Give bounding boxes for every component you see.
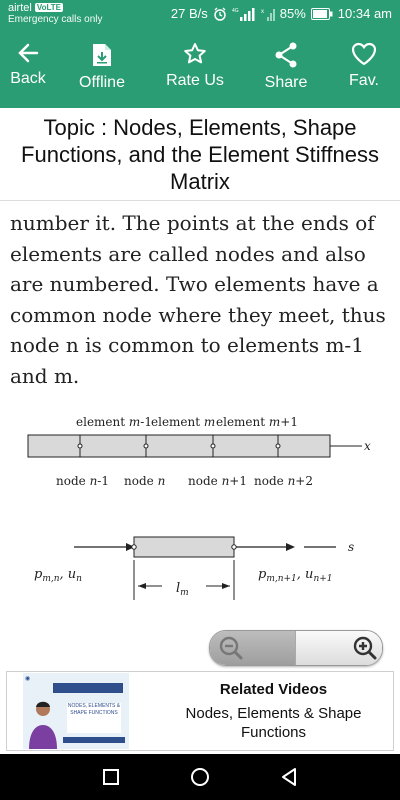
back-label: Back	[10, 70, 46, 87]
left-force-label: $p_{m,n}$, $u_n$	[34, 567, 82, 584]
alarm-icon	[213, 7, 227, 21]
svg-text:x: x	[260, 9, 264, 15]
s-axis-label: s	[348, 540, 355, 554]
status-bar	[0, 0, 400, 30]
rate-us-button[interactable]	[165, 30, 225, 108]
video-thumbnail[interactable]	[23, 673, 129, 749]
system-back-button[interactable]	[276, 764, 302, 790]
node-label-1: node n-1	[56, 474, 109, 488]
element-bar	[28, 435, 330, 457]
related-videos-card[interactable]	[6, 671, 394, 751]
share-label: Share	[264, 74, 308, 91]
star-icon	[183, 42, 207, 66]
node-label-4: node n+2	[254, 474, 313, 488]
recents-button[interactable]	[98, 764, 124, 790]
topic-title: Topic : Nodes, Elements, Shape Functions, and the Element Stiffness Matrix	[21, 114, 379, 194]
circle-icon	[190, 767, 210, 787]
thumbnail-footer-bar	[63, 737, 125, 743]
x-axis-label: x	[364, 439, 371, 453]
triangle-back-icon	[280, 767, 298, 787]
presenter-image	[27, 695, 59, 749]
node-label-3: node n+1	[188, 474, 247, 488]
length-label: $l_m$	[176, 581, 189, 598]
node-dot-4	[276, 444, 280, 448]
elements-nodes-figure	[20, 405, 380, 505]
status-right	[171, 6, 392, 22]
zoom-out-button[interactable]	[210, 631, 295, 665]
back-button[interactable]	[6, 30, 50, 108]
right-force-label: $p_{m,n+1}$, $u_{n+1}$	[258, 567, 333, 584]
clock: 10:34 am	[337, 6, 392, 21]
carrier-label: airtel VoLTE	[8, 2, 61, 14]
related-videos-title: Related Videos	[219, 681, 328, 698]
related-video-subtitle: Nodes, Elements & Shape Functions	[185, 705, 362, 741]
no-signal-icon	[261, 7, 275, 21]
download-file-icon	[91, 42, 113, 68]
offline-button[interactable]	[76, 30, 128, 108]
element-label-3: element m+1	[216, 415, 298, 429]
emergency-text: Emergency calls only	[8, 14, 103, 25]
zoom-control	[209, 630, 383, 666]
system-nav-bar	[0, 754, 400, 800]
node-dot-1	[78, 444, 82, 448]
favourite-button[interactable]	[344, 30, 384, 108]
node-dot-3	[211, 444, 215, 448]
favourite-label: Fav.	[349, 72, 379, 89]
zoom-out-icon	[218, 635, 244, 661]
battery-percent: 85%	[279, 6, 306, 21]
share-icon	[274, 42, 298, 68]
volte-badge: VoLTE	[36, 3, 61, 12]
single-element	[134, 537, 234, 557]
rate-us-label: Rate Us	[166, 72, 224, 89]
svg-text:4G: 4G	[231, 8, 239, 14]
node-label-2: node n	[124, 474, 166, 488]
channel-logo: ◉	[25, 676, 31, 682]
heart-icon	[351, 42, 377, 66]
topic-header	[0, 108, 400, 201]
home-button[interactable]	[187, 764, 213, 790]
thumbnail-header-bar	[53, 683, 123, 693]
element-forces-figure	[30, 530, 380, 610]
zoom-in-button[interactable]	[295, 631, 382, 665]
app-toolbar	[0, 30, 400, 108]
back-arrow-icon	[17, 42, 39, 64]
thumbnail-title: NODES, ELEMENTS & SHAPE FUNCTIONS	[67, 703, 121, 733]
element-label-2: element m	[151, 415, 216, 429]
element-label-1: element m-1	[76, 415, 152, 429]
content-paragraph: number it. The points at the ends of elements are called nodes and also are numbered. Two elements have a common node where they meet, thus node n is common to elements m-1 and m.	[10, 211, 386, 388]
net-speed: 27 B/s	[170, 6, 208, 21]
zoom-in-icon	[352, 635, 378, 661]
node-dot-2	[144, 444, 148, 448]
square-icon	[102, 768, 120, 786]
share-button[interactable]	[261, 30, 311, 108]
offline-label: Offline	[79, 74, 125, 91]
signal-icon	[232, 7, 256, 21]
battery-icon	[311, 8, 333, 20]
